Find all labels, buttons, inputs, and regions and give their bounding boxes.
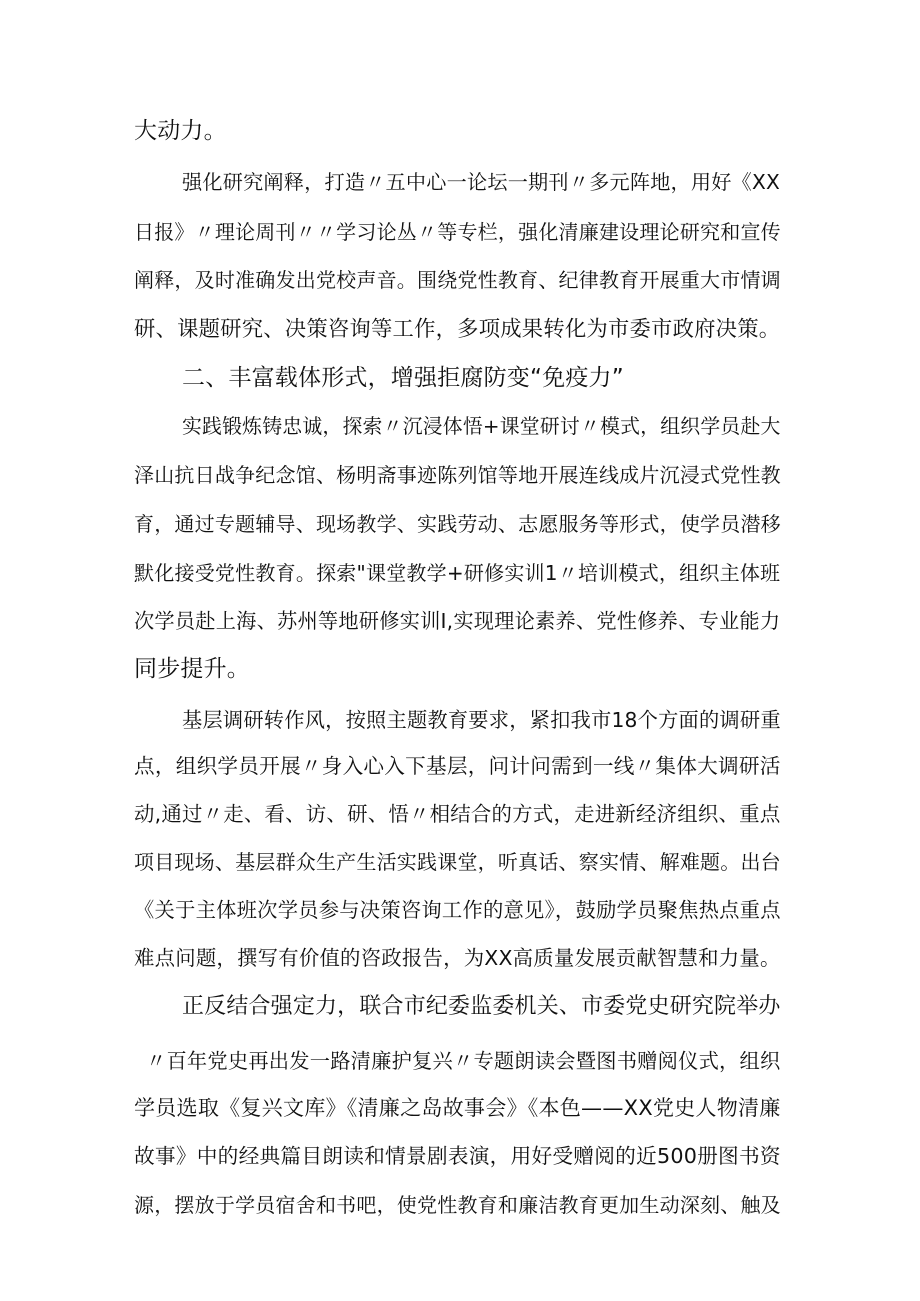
- text-line: 日报》〃理论周刊〃〃学习论丛〃等专栏，强化清廉建设理论研究和宣传: [134, 220, 781, 244]
- text-line: 点，组织学员开展〃身入心入下基层，问计问需到一线〃集体大调研活: [134, 754, 781, 778]
- text-line: 默化接受党性教育。探索"课堂教学+研修实训1〃培训模式，组织主体班: [134, 561, 781, 585]
- text-line: 故事》中的经典篇目朗读和情景剧表演，用好受赠阅的近500册图书资: [134, 1144, 781, 1168]
- text-line: 强化研究阐释，打造〃五中心一论坛一期刊〃多元阵地，用好《XX: [182, 170, 780, 194]
- text-line: 研、课题研究、决策咨询等工作，多项成果转化为市委市政府决策。: [134, 317, 781, 342]
- text-line: 《关于主体班次学员参与决策咨询工作的意见》，鼓励学员聚焦热点重点: [134, 898, 781, 922]
- text-line: 难点问题，撰写有价值的咨政报告，为XX高质量发展贡献智慧和力量。: [134, 946, 781, 970]
- text-line: 基层调研转作风，按照主题教育要求，紧扣我市18个方面的调研重: [182, 708, 781, 732]
- text-line: 正反结合强定力，联合市纪委监委机关、市委党史研究院举办: [182, 994, 781, 1019]
- text-line: 源，摆放于学员宿舍和书吧，使党性教育和廉洁教育更加生动深刻、触及: [134, 1193, 781, 1217]
- text-line: 大动力。: [134, 118, 227, 144]
- text-line: 同步提升。: [134, 656, 250, 682]
- text-line: 育，通过专题辅导、现场教学、实践劳动、志愿服务等形式，使学员潜移: [134, 512, 781, 536]
- text-line: 实践锻炼铸忠诚，探索〃沉浸体悟+课堂研讨〃模式，组织学员赴大: [182, 415, 781, 438]
- text-line: 动,通过〃走、看、访、研、悟〃相结合的方式，走进新经济组织、重点: [134, 802, 781, 826]
- text-line: 次学员赴上海、苏州等地研修实训I,实现理论素养、党性修养、专业能力: [134, 609, 781, 633]
- text-line: 学员选取《复兴文库》《清廉之岛故事会》《本色——XX党史人物清廉: [134, 1095, 781, 1120]
- text-line: 阐释，及时准确发出党校声音。围绕党性教育、纪律教育开展重大市情调: [134, 268, 781, 292]
- text-line: 项目现场、基层群众生产生活实践课堂，听真话、察实情、解难题。出台: [134, 850, 781, 874]
- text-line: 〃百年党史再出发一路清廉护复兴〃专题朗读会暨图书赠阅仪式，组织: [146, 1049, 781, 1073]
- section-heading: 二、丰富载体形式，增强拒腐防变“免疫力”: [182, 365, 624, 391]
- text-line: 泽山抗日战争纪念馆、杨明斋事迹陈列馆等地开展连线成片沉浸式党性教: [134, 463, 781, 487]
